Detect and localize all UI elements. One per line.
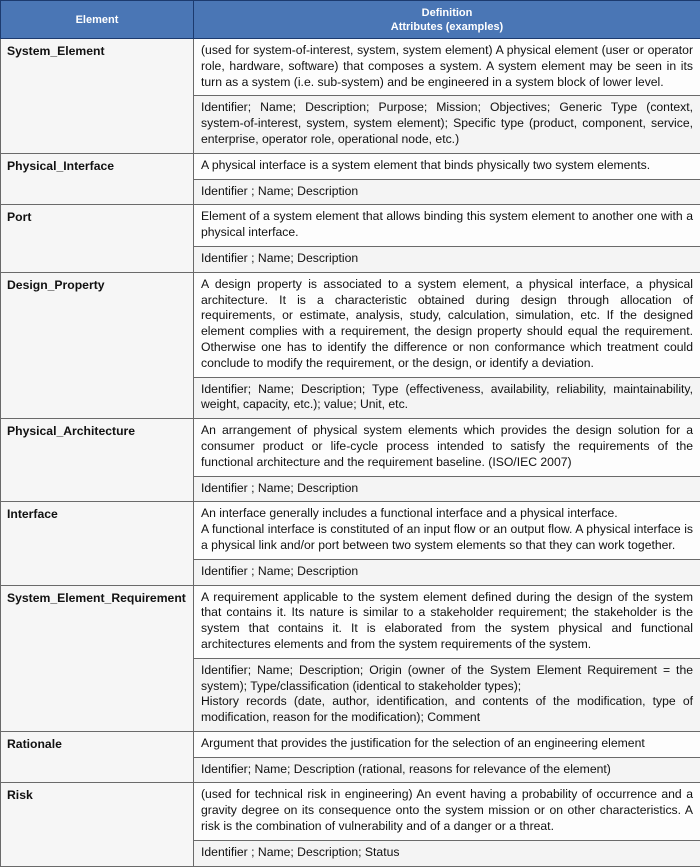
element-name: Risk bbox=[1, 783, 194, 866]
element-name: Port bbox=[1, 205, 194, 272]
element-attributes: Identifier ; Name; Description bbox=[194, 246, 700, 272]
definition-paragraph: A functional interface is constituted of an input flow or an output flow. A physical interface is a physical link and/or port between two system elements so that they can work together. bbox=[201, 522, 693, 554]
table-row bbox=[1, 502, 700, 559]
element-name: Design_Property bbox=[1, 272, 194, 418]
element-attributes bbox=[194, 658, 700, 731]
element-name: System_Element_Requirement bbox=[1, 585, 194, 731]
element-attributes: Identifier; Name; Description; Type (effectiveness, availability, reliability, maintainability, weight, capacity, etc.); value; Unit, etc. bbox=[194, 377, 700, 419]
element-name: Interface bbox=[1, 502, 194, 585]
element-attributes: Identifier ; Name; Description bbox=[194, 559, 700, 585]
attributes-paragraph: Identifier; Name; Description; Origin (owner of the System Element Requirement = the system); Type/classification (identical to stakeholder types); bbox=[201, 663, 693, 695]
table-row bbox=[1, 783, 700, 840]
element-name: Physical_Interface bbox=[1, 153, 194, 205]
element-definition: A requirement applicable to the system element defined during the design of the system that contains it. Its nature is similar to a stakeholder requirement; the stakeholder is the system that contains it. It is elaborated from the system physical and functional architectures elements and from the system requirements of the system. bbox=[194, 585, 700, 658]
attributes-paragraph: History records (date, author, identification, and contents of the modification, type of modification, reason for the modification); Comment bbox=[201, 694, 693, 726]
definition-paragraph: An interface generally includes a functional interface and a physical interface. bbox=[201, 506, 693, 522]
header-attributes-label: Attributes (examples) bbox=[194, 20, 700, 34]
element-name: System_Element bbox=[1, 39, 194, 154]
table-header-row bbox=[1, 1, 700, 39]
element-definition: (used for technical risk in engineering) An event having a probability of occurrence and a gravity degree on its consequence onto the system mission or on other characteristics. A risk is the combination of vulnerability and of a danger or a threat. bbox=[194, 783, 700, 840]
header-definition bbox=[194, 1, 700, 39]
element-name: Physical_Architecture bbox=[1, 419, 194, 502]
element-definition: (used for system-of-interest, system, system element) A physical element (user or operator role, hardware, software) that composes a system. A system element may be seen in its turn as a system (i.e. sub-system) and be engineered in a system block of lower level. bbox=[194, 39, 700, 96]
header-element: Element bbox=[1, 1, 194, 39]
element-attributes: Identifier; Name; Description (rational, reasons for relevance of the element) bbox=[194, 757, 700, 783]
table-row bbox=[1, 272, 700, 377]
element-name: Rationale bbox=[1, 731, 194, 783]
table-row bbox=[1, 39, 700, 96]
element-attributes: Identifier ; Name; Description bbox=[194, 476, 700, 502]
element-attributes: Identifier ; Name; Description; Status bbox=[194, 840, 700, 866]
element-definition: A physical interface is a system element that binds physically two system elements. bbox=[194, 153, 700, 179]
element-definition: Element of a system element that allows binding this system element to another one with a physical interface. bbox=[194, 205, 700, 247]
element-attributes: Identifier ; Name; Description bbox=[194, 179, 700, 205]
element-definition bbox=[194, 502, 700, 559]
table-row bbox=[1, 205, 700, 247]
element-definition: A design property is associated to a system element, a physical interface, a physical architecture. It is a characteristic obtained during design through allocation of requirements, or estimate, analysis, study, calculation, simulation, etc. If the designed element complies with a requirement, the design property should equal the requirement. Otherwise one has to identify the difference or non conformance which treatment could conclude to modify the requirement, or the design, or identify a deviation. bbox=[194, 272, 700, 377]
table-row bbox=[1, 585, 700, 658]
element-attributes: Identifier; Name; Description; Purpose; Mission; Objectives; Generic Type (context, system-of-interest, system, system element); Specific type (product, component, service, enterprise, operator role, operational node, etc.) bbox=[194, 96, 700, 153]
table-row bbox=[1, 153, 700, 179]
table-row bbox=[1, 419, 700, 476]
header-definition-label: Definition bbox=[194, 6, 700, 20]
element-definition: Argument that provides the justification for the selection of an engineering element bbox=[194, 731, 700, 757]
table-row bbox=[1, 731, 700, 757]
element-definition: An arrangement of physical system elements which provides the design solution for a consumer product or life-cycle process intended to satisfy the requirements of the functional architecture and the requirement baseline. (ISO/IEC 2007) bbox=[194, 419, 700, 476]
